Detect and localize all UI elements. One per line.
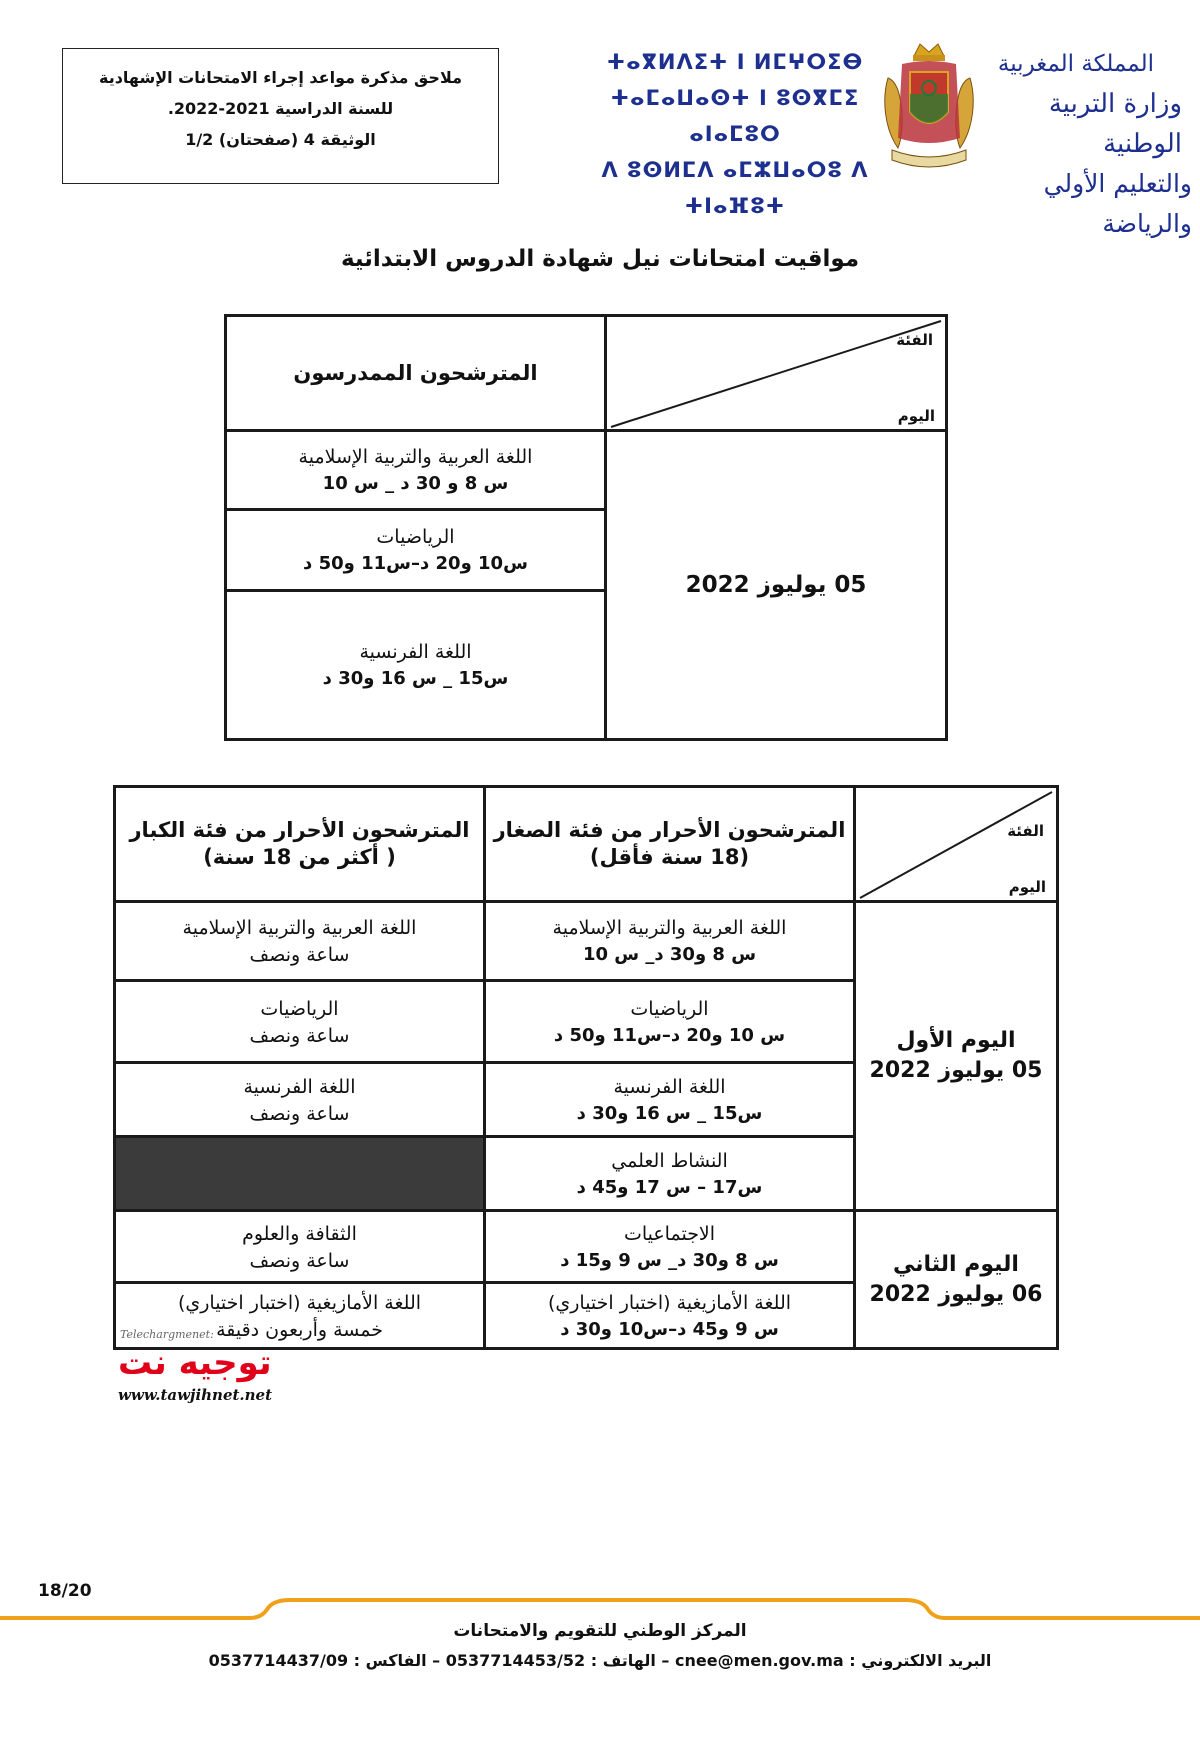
- reference-line-2: للسنة الدراسية 2021-2022.: [167, 99, 394, 118]
- corner-header-cell: [855, 787, 1058, 902]
- young-schedule-cell: [485, 1283, 855, 1349]
- tifinagh-line-2: ⵜⴰⵎⴰⵡⴰⵙⵜ ⵏ ⵓⵙⴳⵎⵉ ⴰⵏⴰⵎⵓⵔ: [610, 86, 860, 146]
- young-candidates-column-header: [485, 787, 855, 902]
- subject-name: اللغة الأمازيغية (اختبار اختياري): [177, 1291, 422, 1314]
- category-label: الفئة: [896, 331, 933, 349]
- subject-name: النشاط العلمي: [611, 1149, 728, 1172]
- schooled-column-header: المترشحون الممدرسون: [226, 316, 606, 431]
- page-number: 18/20: [38, 1581, 92, 1601]
- coat-of-arms-icon: [880, 38, 978, 176]
- young-schedule-cell: [485, 981, 855, 1063]
- email-label: البريد الالكتروني :: [849, 1651, 992, 1670]
- exam-time: س17 – س 17 و45 د: [576, 1176, 763, 1198]
- subject-name: الرياضيات: [630, 997, 709, 1020]
- subject-name: الثقافة والعلوم: [242, 1222, 357, 1245]
- schooled-candidates-table: [224, 314, 948, 741]
- exam-time: س 8 و 30 د _ س 10: [322, 473, 509, 494]
- reference-box: [62, 48, 499, 184]
- day-date: 05 يوليوز 2022: [869, 1058, 1043, 1083]
- fax-number: 0537714437/09: [208, 1651, 349, 1670]
- exam-duration: ساعة ونصف: [249, 1102, 350, 1125]
- young-schedule-cell: [485, 1137, 855, 1211]
- adult-schedule-cell: [115, 981, 485, 1063]
- watermark-logo: توجيه نت: [118, 1343, 272, 1383]
- ministry-name-arabic: [970, 44, 1192, 244]
- exam-duration: ساعة ونصف: [249, 1249, 350, 1272]
- header-line-2: (18 سنة فأقل): [589, 845, 750, 869]
- ministry-name-tifinagh: [590, 44, 880, 224]
- subject-name: الرياضيات: [260, 997, 339, 1020]
- diagonal-divider: [607, 317, 945, 432]
- exam-time: س 9 و45 د–س10 و30 د: [560, 1318, 779, 1340]
- footer-contact-line: البريد الالكتروني : cnee@men.gov.ma – الهاتف : 0537714453/52 – الفاكس : 0537714437/09: [208, 1651, 992, 1670]
- day-label: اليوم الأول: [896, 1028, 1016, 1053]
- not-applicable-cell: [115, 1137, 485, 1211]
- schedule-cell: [226, 510, 606, 591]
- day-label: اليوم: [897, 407, 935, 425]
- header-line-2: ( أكثر من 18 سنة): [203, 845, 396, 869]
- young-schedule-cell: [485, 902, 855, 981]
- ministry-line-1: المملكة المغربية: [997, 51, 1154, 77]
- schedule-cell: [226, 591, 606, 740]
- ministry-line-2: وزارة التربية الوطنية: [1048, 89, 1182, 159]
- day-label: اليوم: [1008, 878, 1046, 896]
- tifinagh-line-3: ⴷ ⵓⵙⵍⵎⴷ ⴰⵎⵣⵡⴰⵔⵓ ⴷ ⵜⵏⴰⴼⵓⵜ: [601, 158, 869, 218]
- fax-label: الفاكس :: [353, 1651, 427, 1670]
- tifinagh-line-1: ⵜⴰⴳⵍⴷⵉⵜ ⵏ ⵍⵎⵖⵔⵉⴱ: [606, 50, 864, 74]
- reference-line-3: الوثيقة 4 (صفحتان) 1/2: [185, 130, 376, 149]
- subject-name: اللغة العربية والتربية الإسلامية: [552, 917, 787, 939]
- young-schedule-cell: [485, 1063, 855, 1137]
- exam-date-cell: 05 يوليوز 2022: [606, 431, 947, 740]
- watermark-caption: Telechargmenet:: [120, 1328, 214, 1341]
- document-title: مواقيت امتحانات نيل شهادة الدروس الابتدائية: [340, 246, 860, 272]
- adult-schedule-cell: [115, 902, 485, 981]
- day-label: اليوم الثاني: [893, 1251, 1019, 1277]
- exam-time: س10 و20 د–س11 و50 د: [303, 553, 528, 574]
- exam-time: س15 _ س 16 و30 د: [576, 1102, 763, 1124]
- young-schedule-cell: [485, 1211, 855, 1283]
- header-line-1: المترشحون الأحرار من فئة الصغار: [493, 818, 846, 842]
- subject-name: اللغة الفرنسية: [359, 641, 472, 663]
- day-one-cell: [855, 902, 1058, 1211]
- phone-label: الهاتف :: [590, 1651, 656, 1670]
- exam-time: س 8 و30 د_ س 10: [582, 944, 757, 965]
- header-line-1: المترشحون الأحرار من فئة الكبار: [129, 818, 470, 842]
- free-candidates-table: [113, 785, 1059, 1350]
- adult-candidates-column-header: [115, 787, 485, 902]
- adult-schedule-cell: [115, 1063, 485, 1137]
- watermark-url: www.tawjihnet.net: [118, 1386, 273, 1404]
- exam-time: س 10 و20 د–س11 و50 د: [553, 1024, 786, 1046]
- exam-time: س 8 و30 د_ س 9 و15 د: [560, 1249, 779, 1271]
- footer-organization: المركز الوطني للتقويم والامتحانات: [453, 1621, 747, 1641]
- exam-time: س15 _ س 16 و30 د: [322, 668, 509, 689]
- exam-duration: ساعة ونصف: [249, 1024, 350, 1047]
- schedule-cell: [226, 431, 606, 510]
- corner-header-cell: [606, 316, 947, 431]
- exam-duration: ساعة ونصف: [249, 944, 350, 966]
- phone-number: 0537714453/52: [445, 1651, 586, 1670]
- subject-name: اللغة العربية والتربية الإسلامية: [182, 917, 417, 939]
- day-date: 06 يوليوز 2022: [869, 1281, 1043, 1307]
- subject-name: اللغة الأمازيغية (اختبار اختياري): [547, 1291, 792, 1314]
- ministry-line-3: والتعليم الأولي والرياضة: [1043, 169, 1192, 238]
- category-label: الفئة: [1007, 822, 1044, 840]
- subject-name: اللغة الفرنسية: [243, 1075, 356, 1098]
- reference-line-1: ملاحق مذكرة مواعد إجراء الامتحانات الإشهادية: [98, 68, 463, 87]
- subject-name: اللغة الفرنسية: [613, 1075, 726, 1098]
- subject-name: اللغة العربية والتربية الإسلامية: [298, 446, 533, 468]
- email-address[interactable]: cnee@men.gov.ma: [674, 1651, 844, 1670]
- adult-schedule-cell: [115, 1211, 485, 1283]
- subject-name: الاجتماعيات: [623, 1222, 716, 1245]
- exam-duration: خمسة وأربعون دقيقة: [216, 1318, 383, 1341]
- day-two-cell: [855, 1211, 1058, 1349]
- subject-name: الرياضيات: [376, 526, 455, 548]
